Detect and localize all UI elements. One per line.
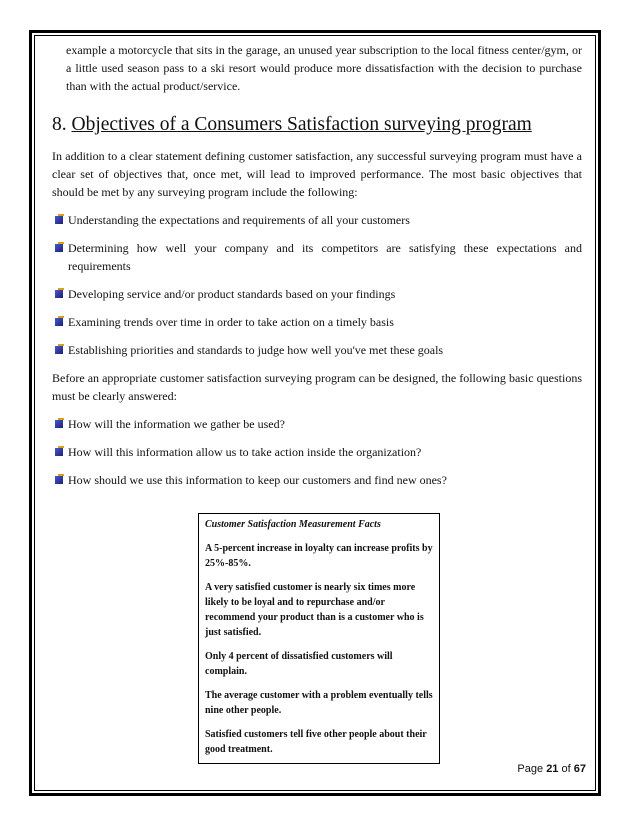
square-bullet-icon	[52, 211, 68, 229]
page-label: Page	[517, 763, 544, 775]
list-item	[52, 313, 582, 331]
fact-item: A very satisfied customer is nearly six times more likely to be loyal and to repurchase and/or recommend your product than is a customer who is just satisfied.	[205, 582, 424, 638]
facts-title: Customer Satisfaction Measurement Facts	[205, 519, 381, 530]
list-item-text: Examining trends over time in order to take action on a timely basis	[68, 315, 394, 329]
page-total: 67	[573, 763, 586, 775]
list-item	[52, 341, 582, 359]
list-item-text: Determining how well your company and its competitors are satisfying these expectations and requirements	[68, 241, 582, 273]
facts-box	[198, 513, 440, 764]
list-item-text: Understanding the expectations and requirements of all your customers	[68, 213, 410, 227]
list-item	[52, 285, 582, 303]
list-item	[52, 443, 582, 461]
fact-item: The average customer with a problem eventually tells nine other people.	[205, 690, 433, 716]
list-item-text: Developing service and/or product standards based on your findings	[68, 287, 396, 301]
square-bullet-icon	[52, 443, 68, 461]
square-bullet-icon	[52, 471, 68, 489]
section-number: 8.	[52, 114, 67, 135]
square-bullet-icon	[52, 415, 68, 433]
list-item-text: How will the information we gather be used?	[68, 417, 285, 431]
square-bullet-icon	[52, 341, 68, 359]
page-number	[517, 763, 586, 775]
square-bullet-icon	[52, 313, 68, 331]
list-item	[52, 239, 582, 275]
list-item-text: How should we use this information to keep our customers and find new ones?	[68, 473, 447, 487]
fact-item: Satisfied customers tell five other people about their good treatment.	[205, 729, 427, 755]
page-of: of	[561, 763, 571, 775]
square-bullet-icon	[52, 239, 68, 257]
page-content	[52, 41, 582, 499]
list-item	[52, 211, 582, 229]
fact-item: A 5-percent increase in loyalty can increase profits by 25%-85%.	[205, 543, 433, 569]
section-heading	[52, 113, 582, 137]
list-item-text: Establishing priorities and standards to judge how well you've met these goals	[68, 343, 444, 357]
list-item-text: How will this information allow us to take action inside the organization?	[68, 445, 422, 459]
questions-intro-paragraph: Before an appropriate customer satisfaction surveying program can be designed, the following basic questions must be clearly answered:	[52, 371, 582, 403]
section-title: Objectives of a Consumers Satisfaction surveying program	[71, 114, 532, 135]
square-bullet-icon	[52, 285, 68, 303]
intro-paragraph: example a motorcycle that sits in the garage, an unused year subscription to the local fitness center/gym, or a little used season pass to a ski resort would produce more dissatisfaction with the decision to purchase than with the actual product/service.	[66, 43, 582, 93]
page-current: 21	[546, 763, 559, 775]
objectives-intro-paragraph: In addition to a clear statement defining customer satisfaction, any successful surveying program must have a clear set of objectives that, once met, will lead to improved performance. The most basic objectives that should be met by any surveying program include the following:	[52, 149, 582, 199]
list-item	[52, 415, 582, 433]
list-item	[52, 471, 582, 489]
fact-item: Only 4 percent of dissatisfied customers will complain.	[205, 651, 393, 677]
